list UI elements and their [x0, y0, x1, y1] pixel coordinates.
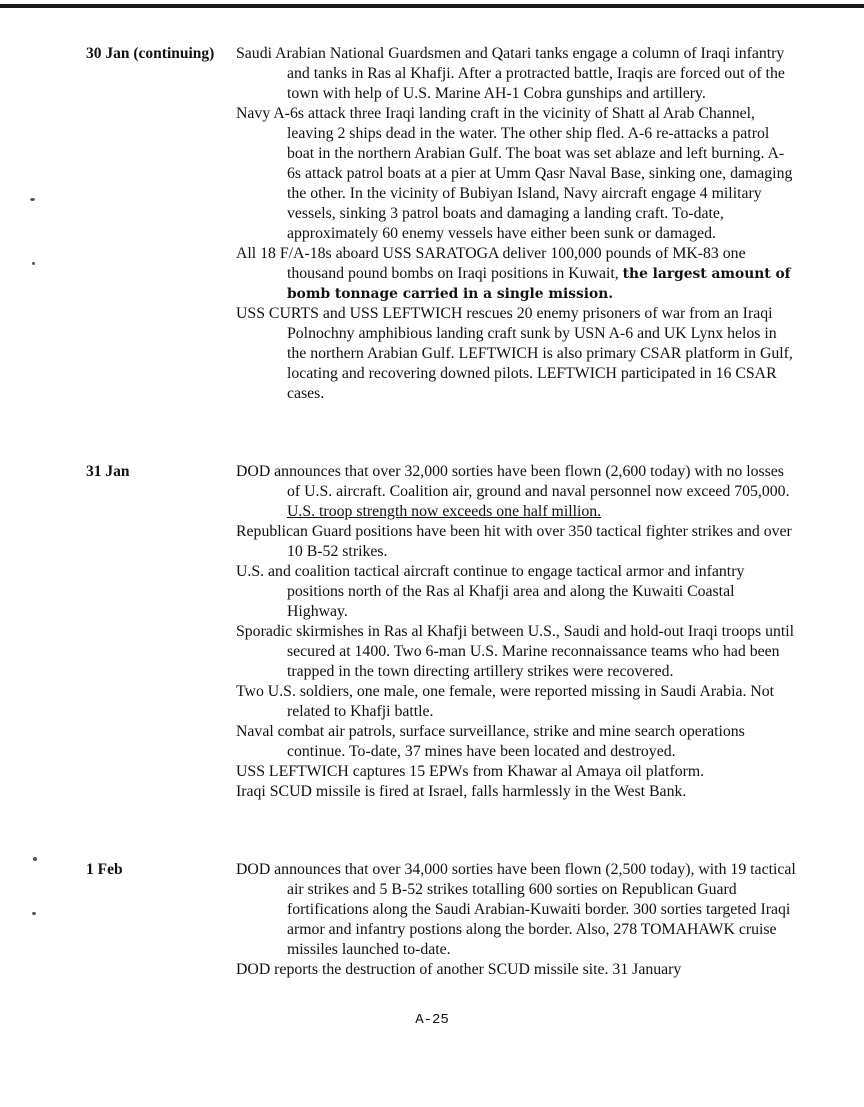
entry: DOD reports the destruction of another SCUD missile site. 31 January [236, 961, 682, 978]
entry: Sporadic skirmishes in Ras al Khafji between U.S., Saudi and hold-out Iraqi troops until secured at 1400. Two 6-man U.S. Marine reconnaissance teams who had been trapped in the town directing artillery strikes were recovered. [236, 623, 795, 680]
page-number: A-25 [415, 1012, 449, 1028]
entry: DOD announces that over 32,000 sorties have been flown (2,600 today) with no losses of U.S. aircraft. Coalition air, ground and naval personnel now exceed 705,000. U.S. troop strength now exceeds one half million. [236, 463, 790, 520]
scan-speck [33, 857, 37, 861]
entry: USS LEFTWICH captures 15 EPWs from Khawar al Amaya oil platform. [236, 763, 705, 780]
section-date: 1 Feb [86, 861, 123, 878]
entry: All 18 F/A-18s aboard USS SARATOGA deliver 100,000 pounds of MK-83 one thousand pound bombs on Iraqi positions in Kuwait, the largest amount of bomb tonnage carried in a single mission. [236, 245, 791, 302]
entry: Iraqi SCUD missile is fired at Israel, falls harmlessly in the West Bank. [236, 783, 687, 800]
section-date: 30 Jan (continuing) [86, 45, 215, 62]
section-entries [236, 860, 796, 980]
entry: Saudi Arabian National Guardsmen and Qatari tanks engage a column of Iraqi infantry and tanks in Ras al Khafji. After a protracted battle, Iraqis are forced out of the town with help of U.S. Marine AH-1 Cobra gunships and artillery. [236, 45, 785, 102]
entry: Republican Guard positions have been hit with over 350 tactical fighter strikes and over 10 B-52 strikes. [236, 523, 792, 560]
emphasis-text: the largest amount of bomb tonnage carried in a single mission. [287, 266, 791, 302]
entry: DOD announces that over 34,000 sorties have been flown (2,500 today), with 19 tactical air strikes and 5 B-52 strikes totalling 600 sorties on Republican Guard fortifications along the Saudi Arabian-Kuwaiti border. 300 sorties targeted Iraqi armor and infantry postions along the border. Also, 278 TOMAHAWK cruise missiles launched to-date. [236, 861, 796, 958]
scan-speck [32, 912, 36, 915]
underlined-text: U.S. troop strength now exceeds one half million. [287, 503, 602, 520]
scan-speck [32, 262, 35, 265]
entry: Naval combat air patrols, surface surveillance, strike and mine search operations continue. To-date, 37 mines have been located and destroyed. [236, 723, 745, 760]
scan-speck [30, 198, 35, 201]
entry: Navy A-6s attack three Iraqi landing craft in the vicinity of Shatt al Arab Channel, leaving 2 ships dead in the water. The other ship fled. A-6 re-attacks a patrol boat in the northern Arabian Gulf. The boat was set ablaze and left burning. A-6s attack patrol boats at a pier at Umm Qasr Naval Base, sinking one, damaging the other. In the vicinity of Bubiyan Island, Navy aircraft engage 4 military vessels, sinking 3 patrol boats and damaging a landing craft. To-date, approximately 60 enemy vessels have either been sunk or damaged. [236, 105, 793, 242]
entry: Two U.S. soldiers, one male, one female, were reported missing in Saudi Arabia. Not related to Khafji battle. [236, 683, 775, 720]
section-date: 31 Jan [86, 463, 130, 480]
entry: USS CURTS and USS LEFTWICH rescues 20 enemy prisoners of war from an Iraqi Polnochny amphibious landing craft sunk by USN A-6 and UK Lynx helos in the northern Arabian Gulf. LEFTWICH is also primary CSAR platform in Gulf, locating and recovering downed pilots. LEFTWICH participated in 16 CSAR cases. [236, 305, 793, 402]
entry: U.S. and coalition tactical aircraft continue to engage tactical armor and infantry positions north of the Ras al Khafji area and along the Kuwaiti Coastal Highway. [236, 563, 745, 620]
section-entries [236, 462, 796, 802]
section-entries [236, 44, 796, 404]
